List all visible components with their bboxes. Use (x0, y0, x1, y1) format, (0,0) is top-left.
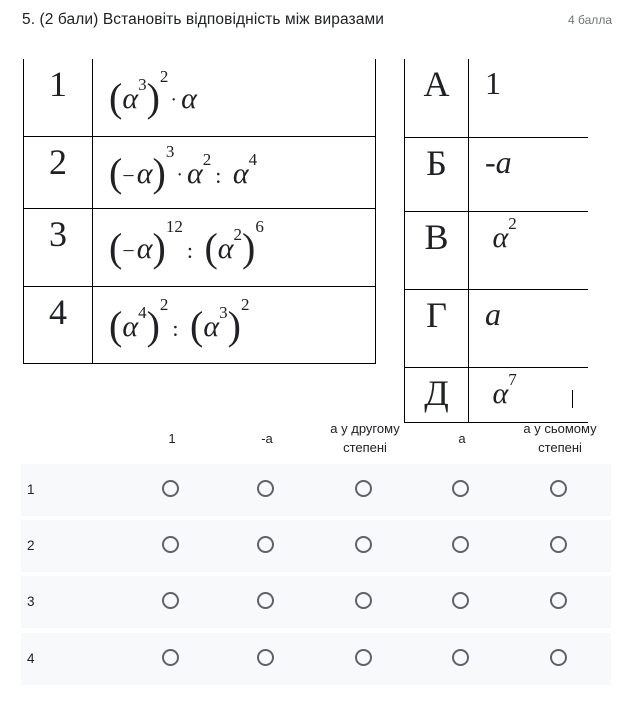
grid-row (21, 464, 611, 516)
grid-row-label: 1 (27, 482, 35, 497)
radio-button[interactable] (550, 536, 567, 553)
expression-cell (93, 59, 376, 137)
option-row (405, 212, 589, 290)
radio-button[interactable] (162, 649, 179, 666)
grid-row-label: 3 (27, 594, 35, 609)
radio-button[interactable] (257, 649, 274, 666)
question-points: 4 балла (568, 13, 612, 27)
radio-button[interactable] (550, 649, 567, 666)
grid-row (21, 576, 611, 628)
radio-button[interactable] (355, 649, 372, 666)
option-value: $\alpha^2$ (469, 212, 589, 290)
math-expression: $(-\alpha)^{12}$: $(\alpha^2)^6$ (109, 217, 264, 270)
math-expression: $(\alpha^4)^2$: $(\alpha^3)^2$ (109, 294, 250, 348)
radio-button[interactable] (162, 592, 179, 609)
expression-row (24, 287, 376, 364)
option-row (405, 138, 589, 212)
option-letter: В (405, 212, 469, 290)
radio-button[interactable] (452, 649, 469, 666)
radio-button[interactable] (162, 536, 179, 553)
grid-column-header: a (458, 430, 466, 446)
expression-number: 4 (24, 287, 93, 364)
option-row (405, 368, 589, 423)
option-value: $\alpha^7$ (469, 368, 589, 423)
expressions-table (23, 59, 376, 364)
grid-column-header: -a (261, 430, 273, 446)
radio-button[interactable] (355, 592, 372, 609)
expression-number: 2 (24, 137, 93, 209)
grid-row-label: 4 (27, 651, 35, 666)
question-title: 5. (2 бали) Встановіть відповідність між виразами (22, 11, 384, 28)
expression-row (24, 59, 376, 137)
option-value: a (469, 290, 589, 368)
option-value: 1 (469, 59, 589, 138)
radio-button[interactable] (162, 480, 179, 497)
grid-column-header: a у сьомому степені (523, 421, 597, 455)
math-expression: $(\alpha^3)^2\cdot \alpha$ (109, 67, 197, 120)
radio-button[interactable] (355, 480, 372, 497)
expression-cell (93, 137, 376, 209)
option-letter: Г (405, 290, 469, 368)
expression-number: 3 (24, 209, 93, 287)
radio-button[interactable] (257, 480, 274, 497)
radio-button[interactable] (452, 536, 469, 553)
grid-row-label: 2 (27, 538, 35, 553)
grid-column-header: 1 (168, 430, 176, 446)
option-row (405, 290, 589, 368)
option-value: -a (469, 138, 589, 212)
radio-button[interactable] (550, 592, 567, 609)
radio-button[interactable] (550, 480, 567, 497)
option-letter: А (405, 59, 469, 138)
option-letter: Б (405, 138, 469, 212)
grid-row (21, 520, 611, 572)
radio-button[interactable] (257, 592, 274, 609)
table-edge-tick (572, 390, 573, 408)
math-expression: $(-\alpha)^3\cdot \alpha^2$: $\alpha^4$ (109, 142, 258, 195)
expression-row (24, 137, 376, 209)
grid-column-header: a у другому степені (330, 421, 400, 455)
options-table (404, 59, 588, 423)
radio-button[interactable] (355, 536, 372, 553)
question-header (22, 11, 612, 33)
expression-row (24, 209, 376, 287)
radio-button[interactable] (452, 592, 469, 609)
expression-number: 1 (24, 59, 93, 137)
radio-button[interactable] (257, 536, 274, 553)
grid-row (21, 633, 611, 685)
expression-cell (93, 287, 376, 364)
radio-button[interactable] (452, 480, 469, 497)
expression-cell (93, 209, 376, 287)
option-letter: Д (405, 368, 469, 423)
option-row (405, 59, 589, 138)
